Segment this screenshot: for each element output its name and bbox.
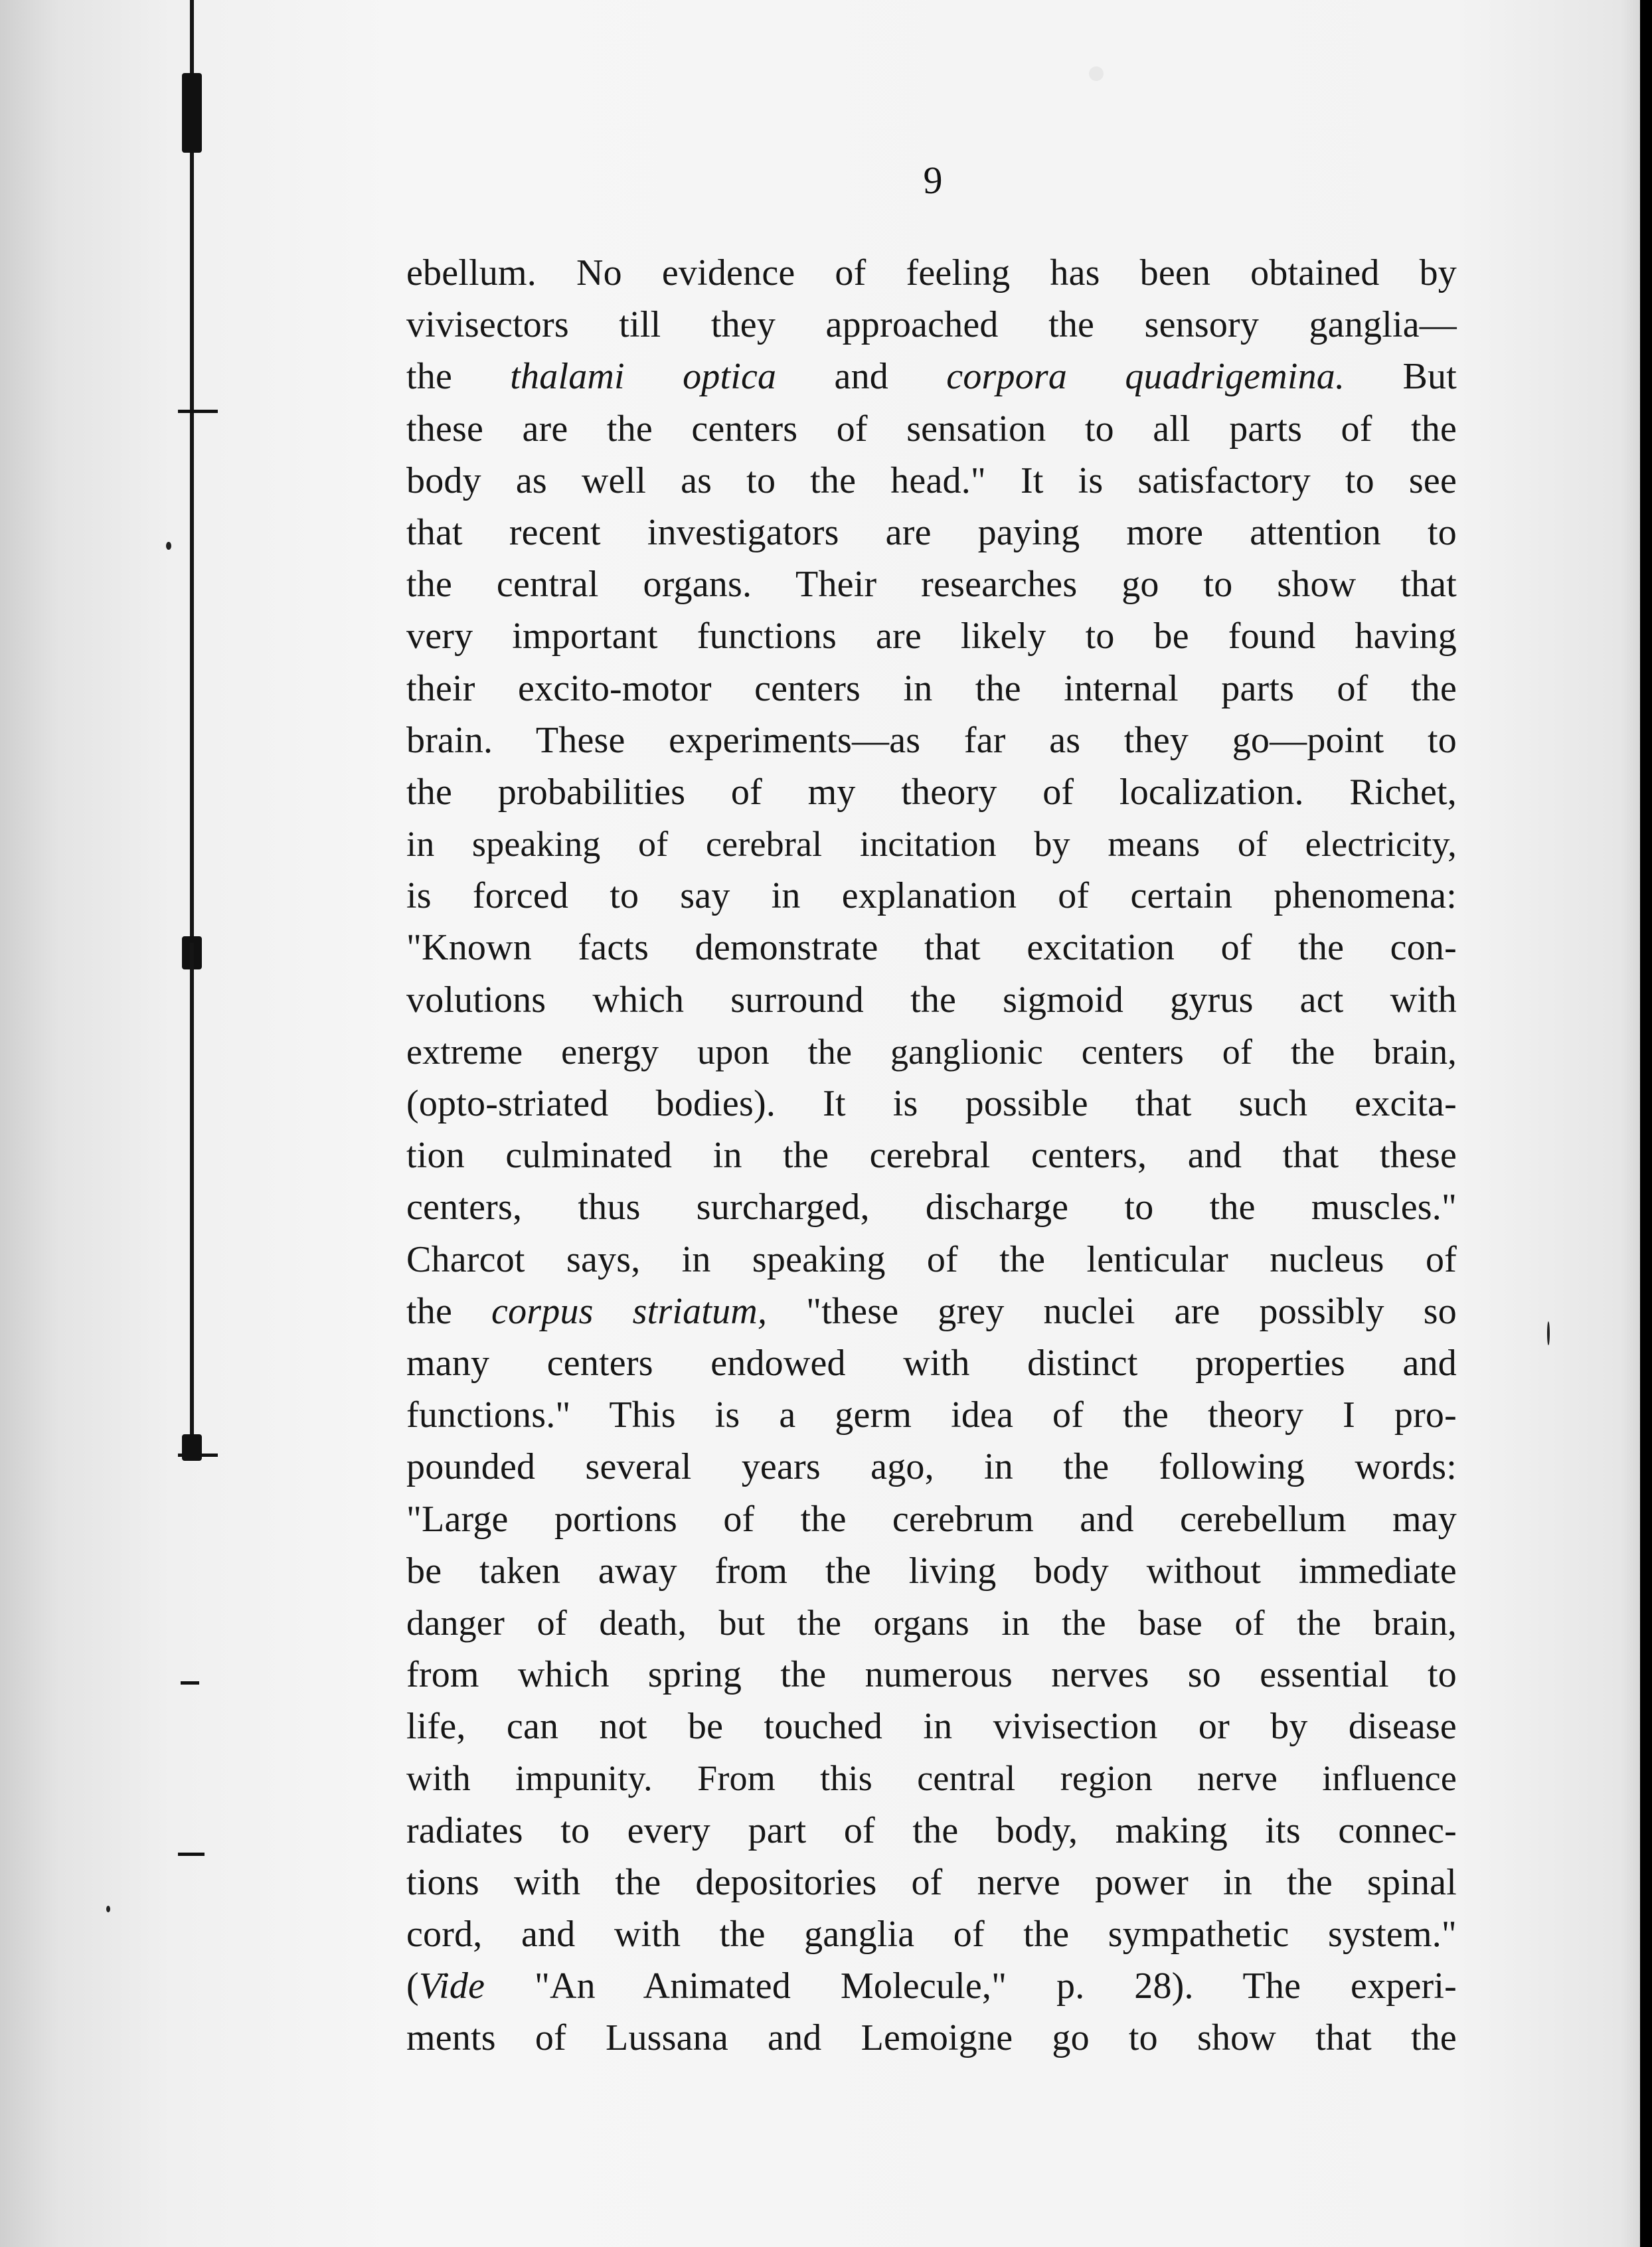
text-line: the thalami optica and corpora quadrigemina. But <box>406 356 1457 398</box>
speck <box>166 542 171 550</box>
text-line: functions." This is a germ idea of the theory I pro- <box>406 1394 1457 1436</box>
text-line: tion culminated in the cerebral centers, and that these <box>406 1135 1457 1177</box>
text-line: vivisectors till they approached the sensory ganglia— <box>406 304 1457 346</box>
speck <box>1547 1321 1550 1345</box>
scan-border <box>1640 0 1652 2247</box>
text-line: the central organs. Their researches go to show that <box>406 564 1457 606</box>
text-line: the corpus striatum, "these grey nuclei are possibly so <box>406 1290 1457 1332</box>
italic-term: Vide <box>418 1965 485 2007</box>
text-line: ments of Lussana and Lemoigne go to show that the <box>406 2017 1457 2059</box>
text-line: life, can not be touched in vivisection or by disease <box>406 1706 1457 1748</box>
speck <box>1089 66 1104 81</box>
text-line: danger of death, but the organs in the base of the brain, <box>406 1602 1457 1643</box>
text-line: centers, thus surcharged, discharge to the muscles." <box>406 1187 1457 1228</box>
text-line: "Large portions of the cerebrum and cerebellum may <box>406 1498 1457 1540</box>
text-line: ebellum. No evidence of feeling has been obtained by <box>406 252 1457 293</box>
text-line: (Vide "An Animated Molecule," p. 28). The experi- <box>406 1965 1457 2007</box>
text-line: (opto-striated bodies). It is possible that such excita- <box>406 1083 1457 1124</box>
text-line: many centers endowed with distinct properties and <box>406 1342 1457 1384</box>
text-line: these are the centers of sensation to all parts of the <box>406 408 1457 450</box>
text-line: is forced to say in explanation of certain phenomena: <box>406 875 1457 917</box>
binding-thread-lower <box>190 943 194 1461</box>
text-line: their excito-motor centers in the internal parts of the <box>406 667 1457 709</box>
text-line: tions with the depositories of nerve power in the spinal <box>406 1861 1457 1903</box>
text-line: very important functions are likely to be found having <box>406 616 1457 657</box>
text-line: brain. These experiments—as far as they go—point to <box>406 719 1457 761</box>
text-line: extreme energy upon the ganglionic centers of the brain, <box>406 1031 1457 1072</box>
page-number: 9 <box>923 159 943 202</box>
text-line: be taken away from the living body without immediate <box>406 1550 1457 1592</box>
text-line: radiates to every part of the body, making its connec- <box>406 1809 1457 1851</box>
binding-knot-upper <box>182 73 202 153</box>
text-line: pounded several years ago, in the following words: <box>406 1446 1457 1488</box>
text-line: the probabilities of my theory of localization. Richet, <box>406 771 1457 813</box>
text-line: from which spring the numerous nerves so essential to <box>406 1654 1457 1696</box>
text-line: that recent investigators are paying more attention to <box>406 511 1457 553</box>
text-line: volutions which surround the sigmoid gyrus act with <box>406 979 1457 1021</box>
binding-knot-lower <box>182 1434 202 1461</box>
binding-tick-3 <box>178 1853 205 1856</box>
text-line: cord, and with the ganglia of the sympathetic system." <box>406 1914 1457 1955</box>
italic-term: corpus striatum, <box>491 1290 768 1332</box>
text-line: Charcot says, in speaking of the lenticular nucleus of <box>406 1238 1457 1280</box>
body-text <box>406 247 1457 2064</box>
text-line: body as well as to the head." It is satisfactory to see <box>406 459 1457 501</box>
italic-term: thalami optica <box>510 356 777 398</box>
binding-tick-4 <box>181 1681 199 1685</box>
binding-tick-1 <box>178 410 218 413</box>
text-line: in speaking of cerebral incitation by means of electricity, <box>406 824 1457 865</box>
italic-term: corpora quadrigemina. <box>946 356 1345 398</box>
binding-tick-2 <box>178 1454 218 1457</box>
text-line: with impunity. From this central region nerve influence <box>406 1758 1457 1799</box>
text-line: "Known facts demonstrate that excitation of the con- <box>406 927 1457 969</box>
speck <box>106 1906 110 1912</box>
